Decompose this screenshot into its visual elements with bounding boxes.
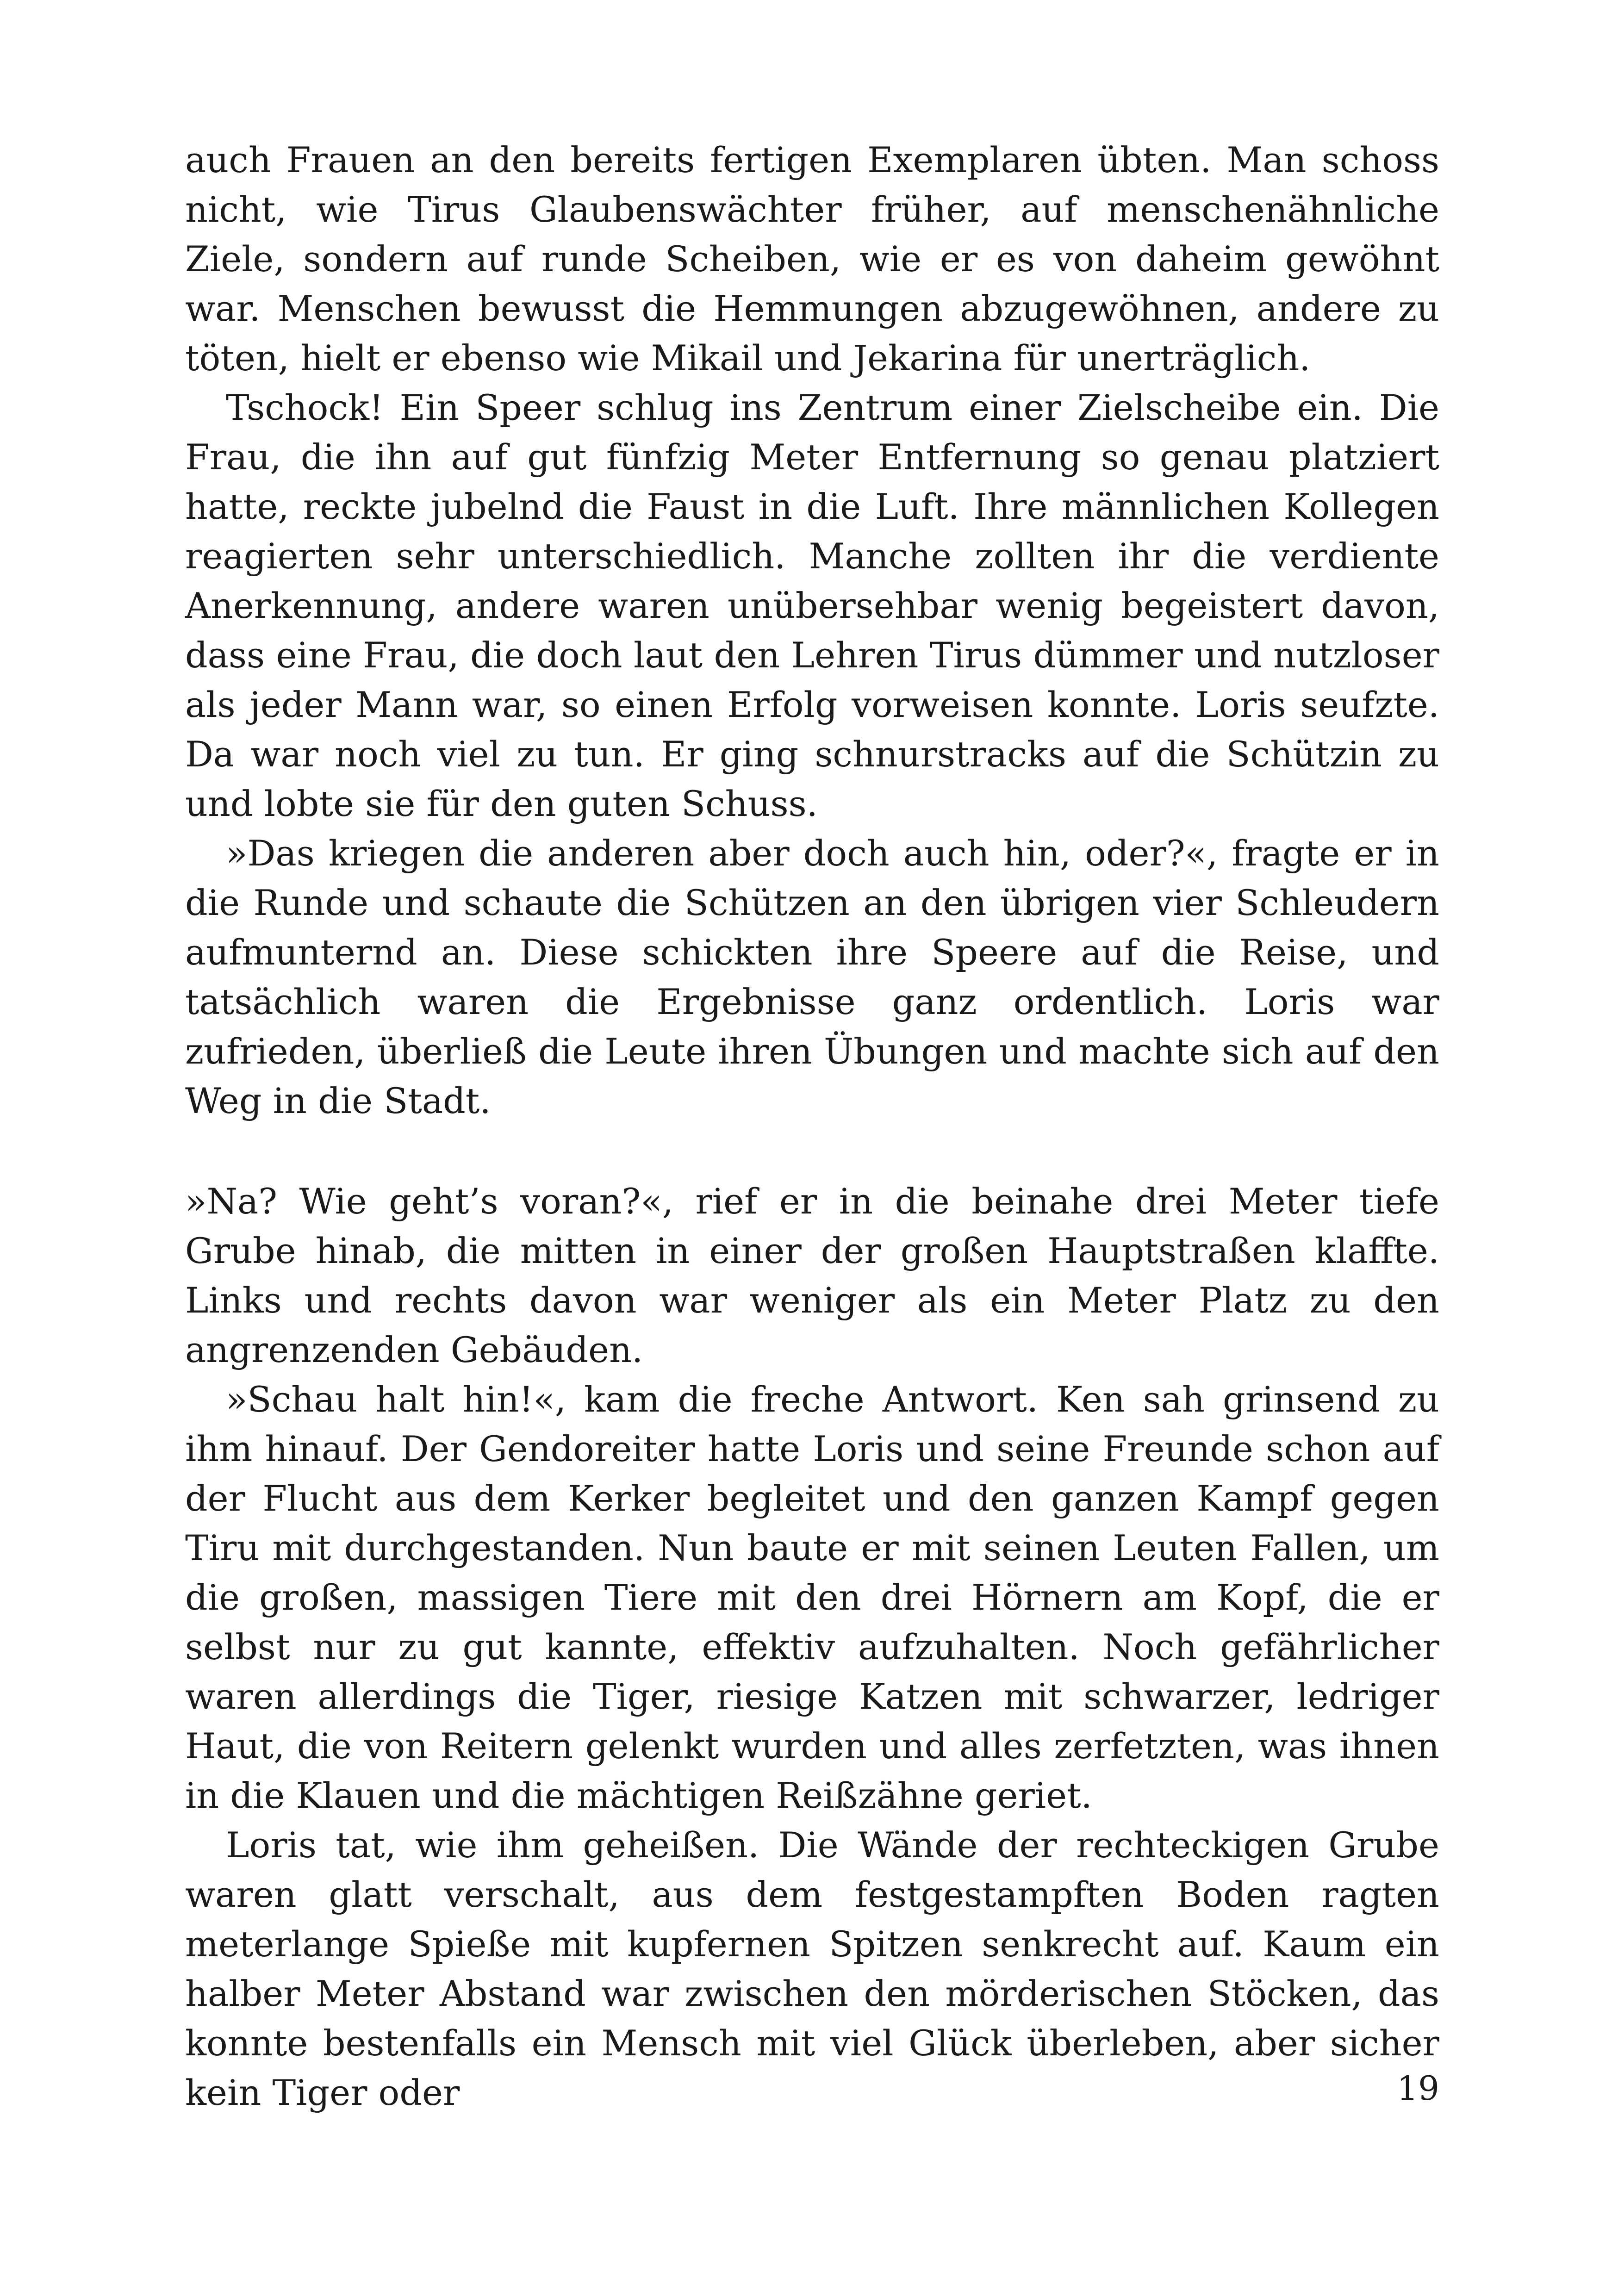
paragraph: Loris tat, wie ihm geheißen. Die Wände der rechteckigen Grube waren glatt verschalt, aus dem festgestampften Boden ragten meterlange Spieße mit kupfernen Spitzen senkrecht auf. Kaum ein halber Meter Abstand war zwischen den mörderischen Stöcken, das konnte bestenfalls ein Mensch mit viel Glück überleben, aber sicher kein Tiger oder <box>185 1824 1439 2113</box>
body-text <box>185 135 1439 2117</box>
paragraph: Tschock! Ein Speer schlug ins Zentrum einer Zielscheibe ein. Die Frau, die ihn auf gut fünfzig Meter Entfernung so genau platziert hatte, reckte jubelnd die Faust in die Luft. Ihre männlichen Kollegen reagierten sehr unterschiedlich. Manche zollten ihr die verdiente Anerkennung, andere waren unübersehbar wenig begeistert davon, dass eine Frau, die doch laut den Lehren Tirus dümmer und nutzloser als jeder Mann war, so einen Erfolg vorweisen konnte. Loris seufzte. Da war noch viel zu tun. Er ging schnurstracks auf die Schützin zu und lobte sie für den guten Schuss. <box>185 387 1439 824</box>
paragraph: »Na? Wie geht’s voran?«, rief er in die beinahe drei Meter tiefe Grube hinab, die mitten in einer der großen Hauptstraßen klaffte. Links und rechts davon war weniger als ein Meter Platz zu den angrenzenden Gebäuden. <box>185 1181 1439 1370</box>
page-number: 19 <box>1397 2069 1439 2108</box>
paragraph: »Das kriegen die anderen aber doch auch hin, oder?«, fragte er in die Runde und schaute die Schützen an den übrigen vier Schleudern aufmunternd an. Diese schickten ihre Speere auf die Reise, und tatsächlich waren die Ergebnisse ganz ordentlich. Loris war zufrieden, überließ die Leute ihren Übungen und machte sich auf den Weg in die Stadt. <box>185 833 1439 1121</box>
section-break <box>185 1126 1439 1176</box>
paragraph: auch Frauen an den bereits fertigen Exemplaren übten. Man schoss nicht, wie Tirus Glaubenswächter früher, auf menschenähnliche Ziele, sondern auf runde Scheiben, wie er es von daheim gewöhnt war. Menschen bewusst die Hemmungen abzugewöhnen, andere zu töten, hielt er ebenso wie Mikail und Jekarina für unerträglich. <box>185 139 1439 379</box>
paragraph: »Schau halt hin!«, kam die freche Antwort. Ken sah grinsend zu ihm hinauf. Der Gendoreiter hatte Loris und seine Freunde schon auf der Flucht aus dem Kerker begleitet und den ganzen Kampf gegen Tiru mit durchgestanden. Nun baute er mit seinen Leuten Fallen, um die großen, massigen Tiere mit den drei Hörnern am Kopf, die er selbst nur zu gut kannte, effektiv aufzuhalten. Noch gefährlicher waren allerdings die Tiger, riesige Katzen mit schwarzer, ledriger Haut, die von Reitern gelenkt wurden und alles zerfetzten, was ihnen in die Klauen und die mächtigen Reißzähne geriet. <box>185 1379 1439 1816</box>
